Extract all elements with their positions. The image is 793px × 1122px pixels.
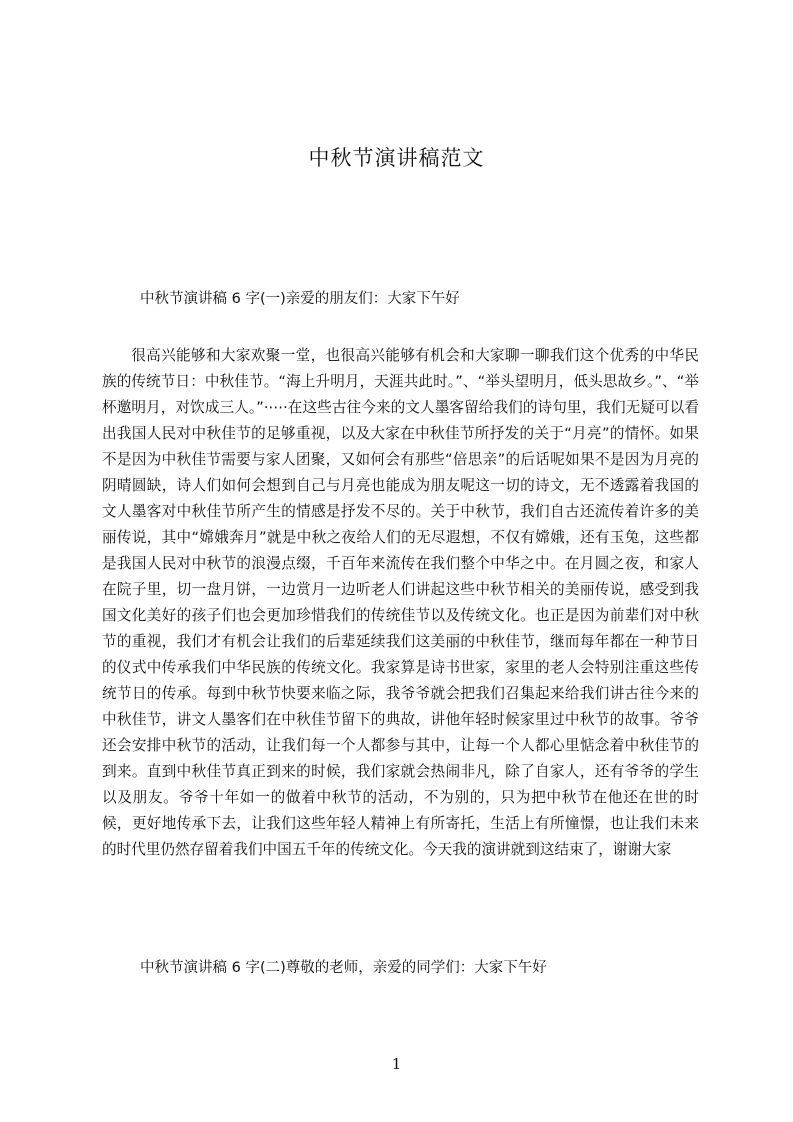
document-title: 中秋节演讲稿范文 — [308, 146, 485, 170]
page-number: 1 — [391, 1055, 402, 1073]
section-heading-1: 中秋节演讲稿 6 字(一)亲爱的朋友们：大家下午好 — [140, 291, 460, 307]
body-paragraph-1: 很高兴能够和大家欢聚一堂，也很高兴能够有机会和大家聊一聊我们这个优秀的中华民族的传统节日：中秋佳节。“海上升明月，天涯共此时。”、“举头望明月，低头思故乡。”、“举杯邀明月，对饮成三人。”·⋯·在这些古往今来的文人墨客留给我们的诗句里，我们无疑可以看出我国人民对中秋佳节的足够重视，以及大家在中秋佳节所抒发的关于“月亮”的情怀。如果不是因为中秋佳节需要与家人团聚，又如何会有那些“倍思亲”的后话呢如果不是因为月亮的阴晴圆缺，诗人们如何会想到自己与月亮也能成为朋友呢这一切的诗文，无不透露着我国的文人墨客对中秋佳节所产生的情感是抒发不尽的。关于中秋节，我们自古还流传着许多的美丽传说，其中“嫦娥奔月”就是中秋之夜给人们的无尽遐想，不仅有嫦娥，还有玉兔，这些都是我国人民对中秋节的浪漫点缀，千百年来流传在我们整个中华之中。在月圆之夜，和家人在院子里，切一盘月饼，一边赏月一边听老人们讲起这些中秋节相关的美丽传说，感受到我国文化美好的孩子们也会更加珍惜我们的传统佳节以及传统文化。也正是因为前辈们对中秋节的重视，我们才有机会让我们的后辈延续我们这美丽的中秋佳节，继而每年都在一种节日的仪式中传承我们中华民族的传统文化。我家算是诗书世家，家里的老人会特别注重这些传统节日的传承。每到中秋节快要来临之际，我爷爷就会把我们召集起来给我们讲古往今来的中秋佳节，讲文人墨客们在中秋佳节留下的典故，讲他年轻时候家里过中秋节的故事。爷爷还会安排中秋节的活动，让我们每一个人都参与其中，让每一个人都心里惦念着中秋佳节的到来。直到中秋佳节真正到来的时候，我们家就会热闹非凡，除了自家人，还有爷爷的学生以及朋友。爷爷十年如一的做着中秋节的活动，不为别的，只为把中秋节在他还在世的时候，更好地传承下去，让我们这些年轻人精神上有所寄托，生活上有所憧憬，也让我们未来的时代里仍然存留着我们中国五千年的传统文化。今天我的演讲就到这结束了，谢谢大家 — [102, 347, 699, 858]
section-heading-2: 中秋节演讲稿 6 字(二)尊敬的老师，亲爱的同学们：大家下午好 — [140, 960, 547, 976]
